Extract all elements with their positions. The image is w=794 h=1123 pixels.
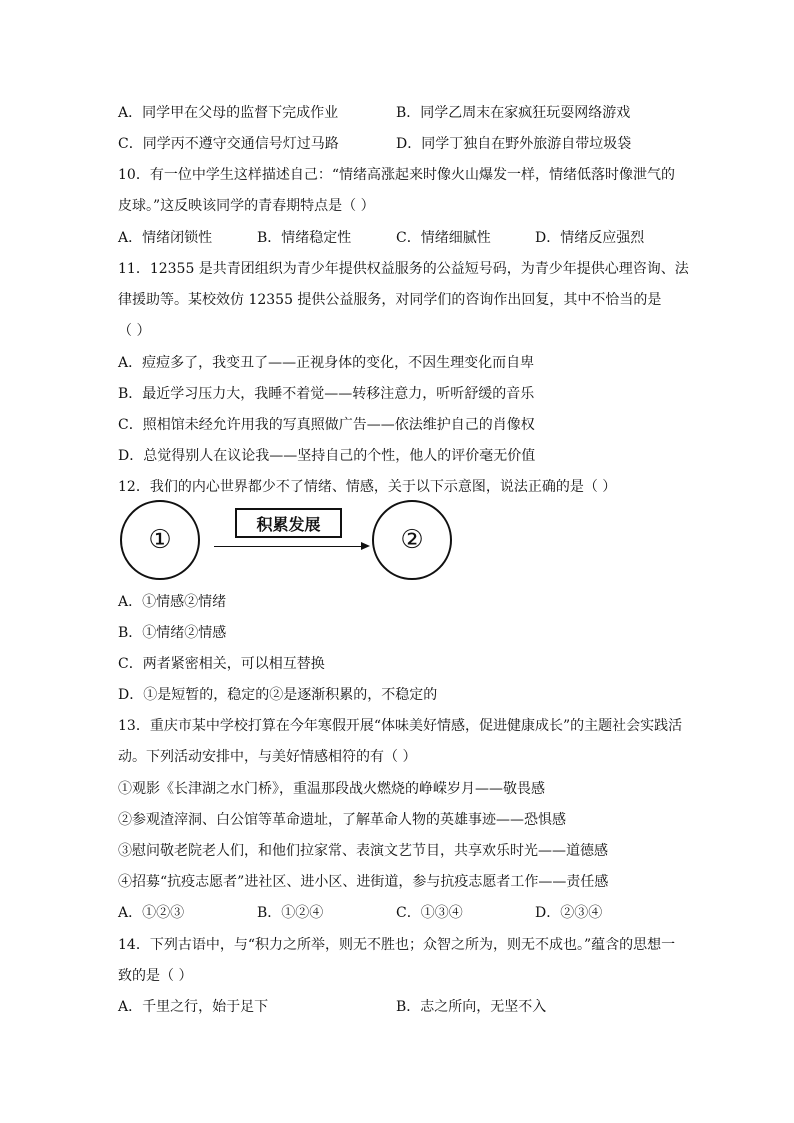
diagram-circle-2: ② [372, 500, 452, 580]
diagram-arrow-line [214, 546, 364, 547]
q10-option-c: C．情绪细腻性 [396, 230, 491, 246]
q9-option-a: A．同学甲在父母的监督下完成作业 [118, 105, 339, 121]
q12-stem: 12．我们的内心世界都少不了情绪、情感，关于以下示意图，说法正确的是（ ） [118, 479, 617, 495]
q11-stem-line1: 11．12355 是共青团组织为青少年提供权益服务的公益短号码，为青少年提供心理咨询、法 [118, 261, 689, 277]
q9-option-c: C．同学丙不遵守交通信号灯过马路 [118, 136, 339, 152]
q14-stem-line2: 致的是（ ） [118, 968, 193, 984]
diagram-circle-1: ① [120, 500, 200, 580]
q13-stem-line2: 动。下列活动安排中，与美好情感相符的有（ ） [118, 749, 417, 765]
q12-option-a: A．①情感②情绪 [118, 594, 227, 610]
q12-option-c: C．两者紧密相关，可以相互替换 [118, 656, 325, 672]
q13-stem-line1: 13．重庆市某中学校打算在今年寒假开展“体味美好情感，促进健康成长”的主题社会实践活 [118, 718, 683, 734]
q11-stem-line2: 律援助等。某校效仿 12355 提供公益服务，对同学们的咨询作出回复，其中不恰当的是 [118, 292, 662, 308]
q13-option-b: B．①②④ [257, 905, 324, 921]
q12-option-b: B．①情绪②情感 [118, 625, 227, 641]
q13-item-3: ③慰问敬老院老人们，和他们拉家常、表演文艺节目，共享欢乐时光——道德感 [118, 843, 608, 859]
q11-stem-line3: （ ） [118, 323, 151, 339]
q9-option-d: D．同学丁独自在野外旅游自带垃圾袋 [396, 136, 632, 152]
q10-option-a: A．情绪闭锁性 [118, 230, 213, 246]
arrow-right-icon [361, 542, 370, 550]
q11-option-b: B．最近学习压力大，我睡不着觉——转移注意力，听听舒缓的音乐 [118, 386, 535, 402]
q13-item-4: ④招募“抗疫志愿者”进社区、进小区、进街道，参与抗疫志愿者工作——责任感 [118, 874, 609, 890]
q13-option-d: D．②③④ [535, 905, 603, 921]
q14-stem-line1: 14．下列古语中，与“积力之所举，则无不胜也；众智之所为，则无不成也。”蕴含的思想一 [118, 937, 676, 953]
q14-option-b: B．志之所向，无坚不入 [396, 999, 547, 1015]
q10-stem-line2: 皮球。”这反映该同学的青春期特点是（ ） [118, 198, 375, 214]
q11-option-a: A．痘痘多了，我变丑了——正视身体的变化，不因生理变化而自卑 [118, 355, 535, 371]
q10-stem-line1: 10．有一位中学生这样描述自己：“情绪高涨起来时像火山爆发一样，情绪低落时像泄气的 [118, 167, 675, 183]
diagram-label-box: 积累发展 [235, 508, 342, 538]
q13-item-2: ②参观渣滓洞、白公馆等革命遗址，了解革命人物的英雄事迹——恐惧感 [118, 812, 566, 828]
q10-option-d: D．情绪反应强烈 [535, 230, 645, 246]
q13-option-c: C．①③④ [396, 905, 463, 921]
q11-option-d: D．总觉得别人在议论我——坚持自己的个性，他人的评价毫无价值 [118, 448, 536, 464]
q9-option-b: B．同学乙周末在家疯狂玩耍网络游戏 [396, 105, 631, 121]
q10-option-b: B．情绪稳定性 [257, 230, 352, 246]
q14-option-a: A．千里之行，始于足下 [118, 999, 269, 1015]
q13-item-1: ①观影《长津湖之水门桥》，重温那段战火燃烧的峥嵘岁月——敬畏感 [118, 781, 545, 797]
q12-diagram [118, 500, 458, 590]
q12-option-d: D．①是短暂的，稳定的②是逐渐积累的，不稳定的 [118, 687, 438, 703]
q11-option-c: C．照相馆未经允许用我的写真照做广告——依法维护自己的肖像权 [118, 417, 535, 433]
q13-option-a: A．①②③ [118, 905, 185, 921]
